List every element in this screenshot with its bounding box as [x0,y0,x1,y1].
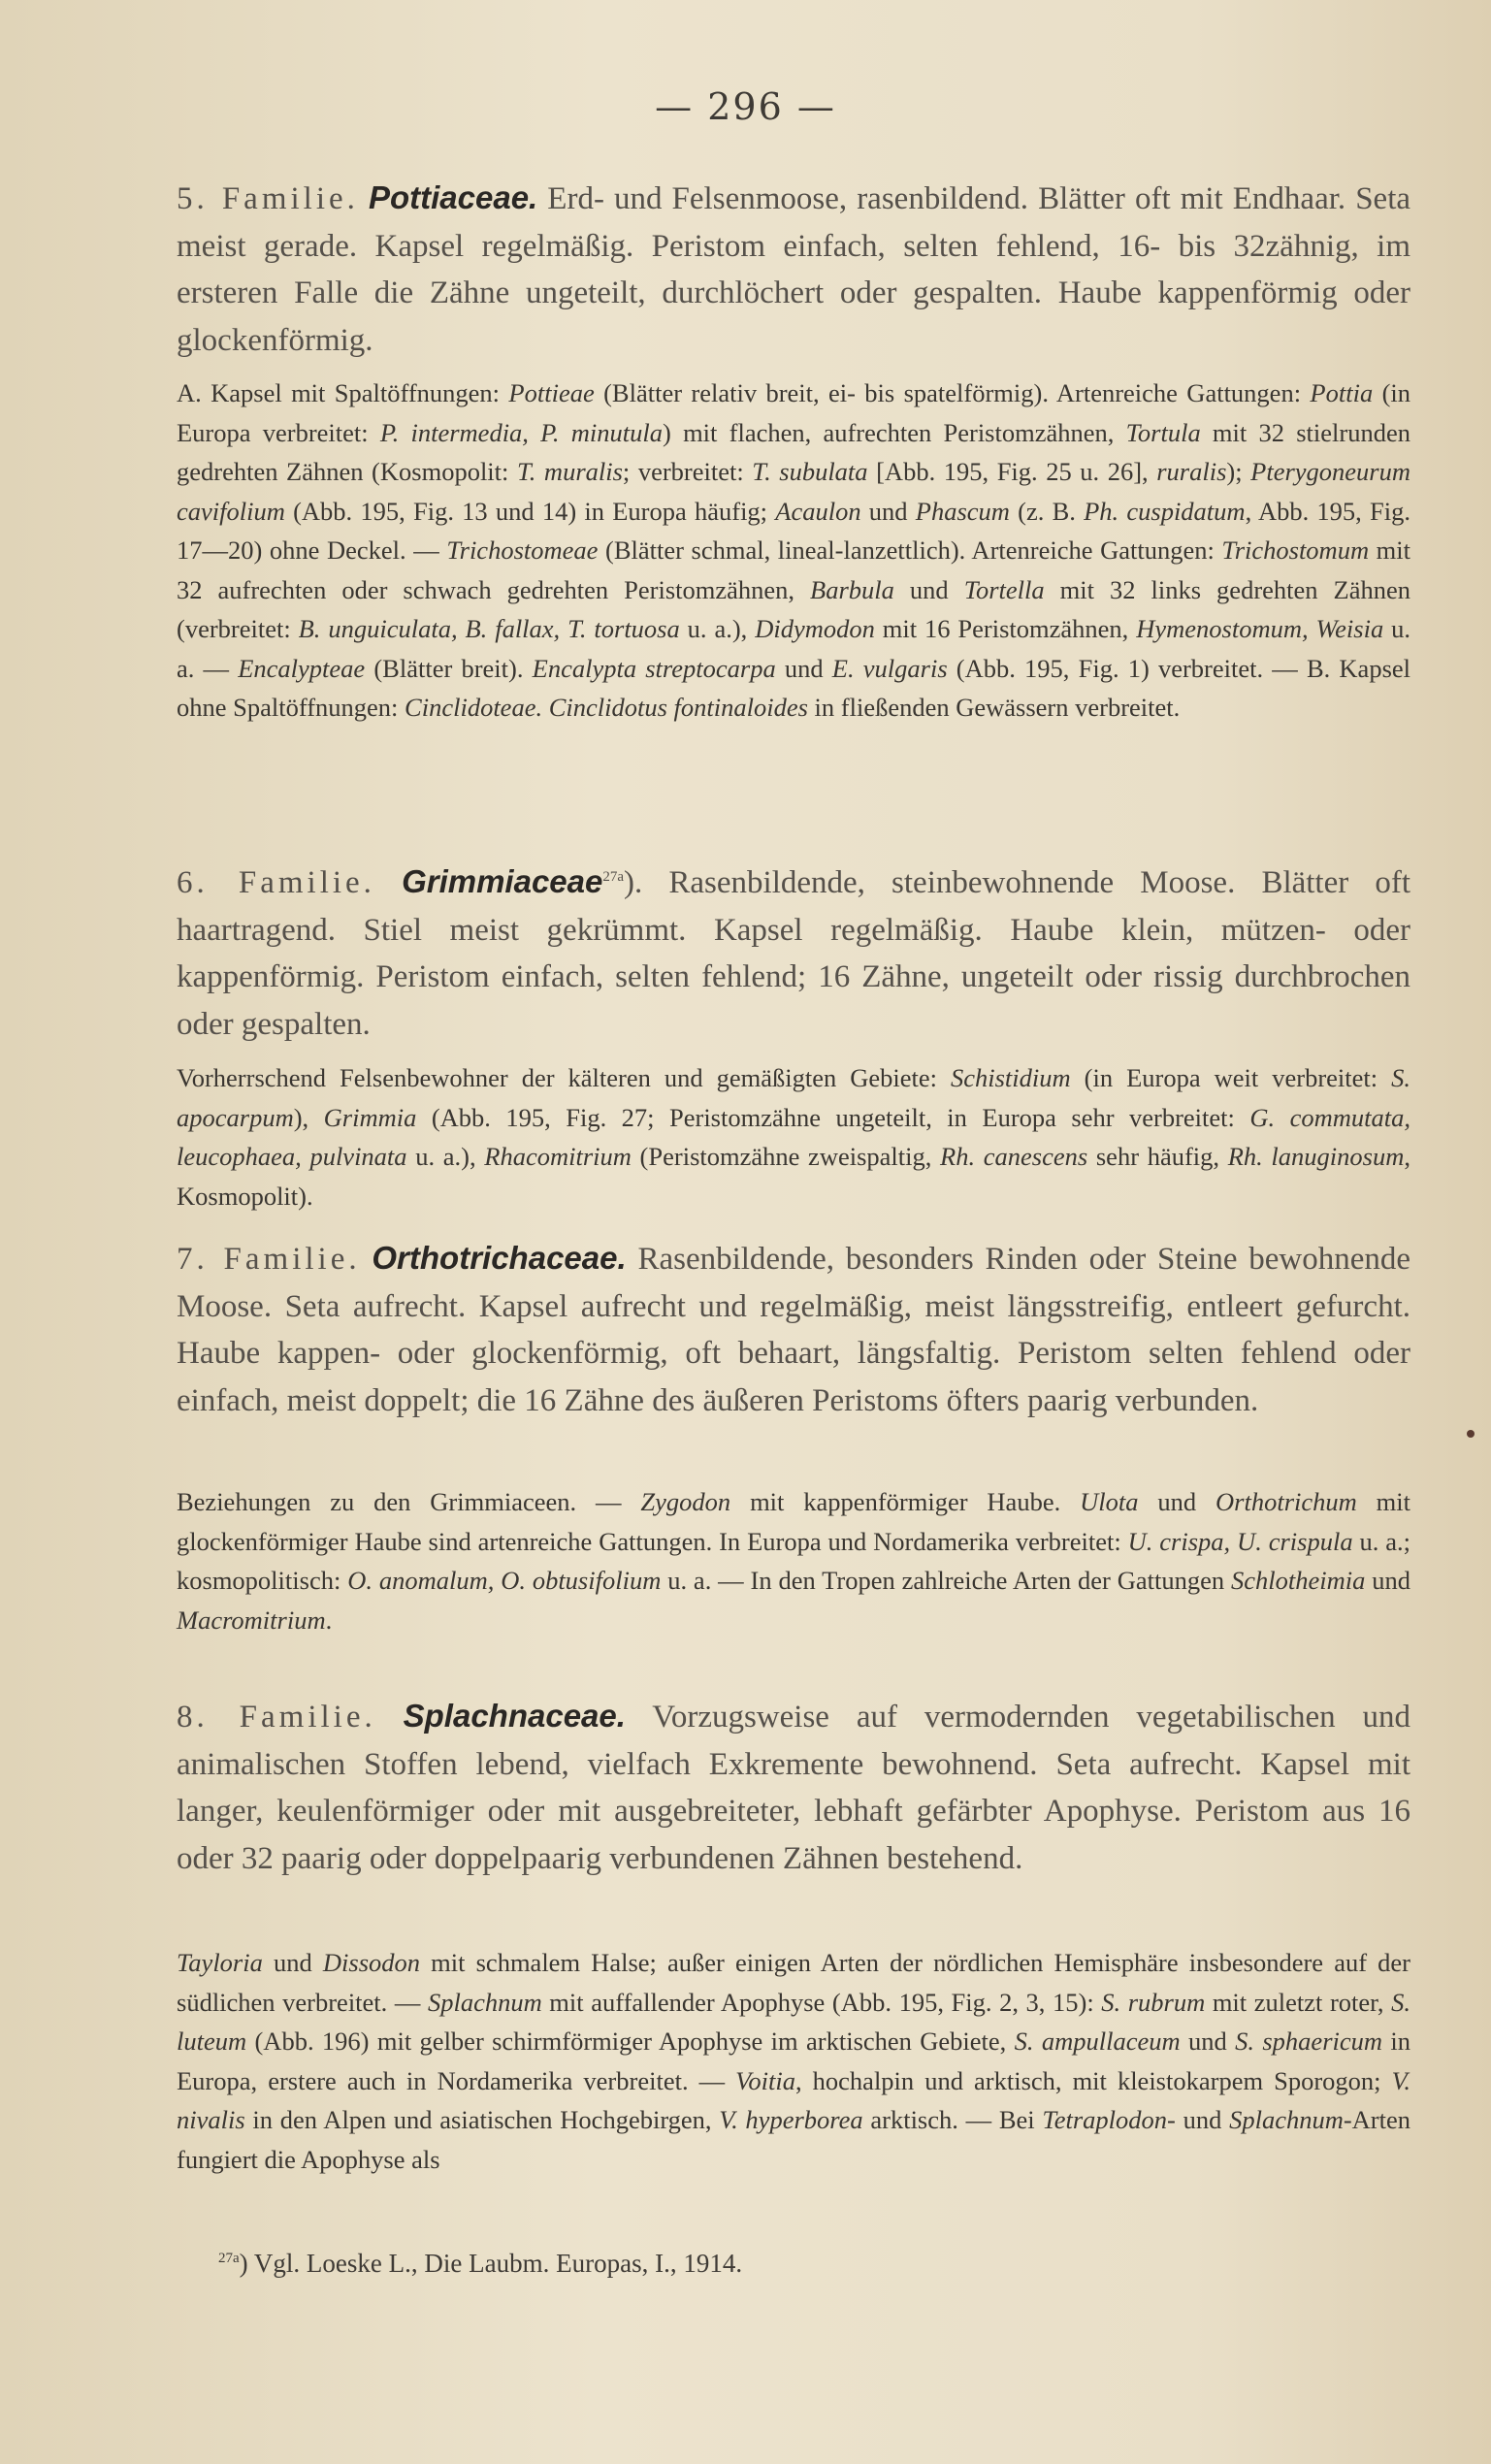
taxon-name: S. luteum [177,1987,1410,2056]
taxon-name: Encalypta streptocarpa [532,653,776,683]
family-name: Grimmiaceae [402,863,603,899]
note-text: (in Europa verbreitet: [177,378,1411,447]
note-text: u. a. — In den Tropen zahlreiche Arten der Gattungen [661,1566,1231,1595]
note-text: u. a.), [679,614,756,643]
taxon-name: Zygodon [640,1487,731,1516]
footnote-text: ) Vgl. Loeske L., Die Laubm. Europas, I., 1914. [239,2249,743,2278]
taxon-name: ruralis [1156,457,1227,486]
note-text: Beziehungen zu den Grimmiaceen. — [177,1487,641,1516]
note-text: ; verbreitet: [622,457,753,486]
note-text: mit 16 Peristomzähnen, [874,614,1137,643]
note-text: in fließenden Gewässern verbreitet. [807,693,1181,722]
note-text: . [325,1605,333,1635]
taxon-name: P. intermedia, P. minutula [379,417,664,447]
taxon-name: T. muralis [516,457,623,486]
taxon-name: Orthotrichum [1215,1487,1357,1516]
family-notes [177,1482,1410,1639]
note-text: A. Kapsel mit Spaltöffnungen: [177,378,509,407]
notes-orthotrichaceae [177,1482,1410,1639]
taxon-name: Tetraplodon [1042,2105,1168,2134]
family-text: Rasenbildende, besonders Rinden oder Steine bewohnende Moose. Seta aufrecht. Kapsel aufrecht und regelmäßig, meist längsstreifig, entleert gefurcht. Haube kappen- oder glockenförmig, oft behaart, längsfaltig. Peristom selten fehlend oder einfach, meist doppelt; die 16 Zähne des äußeren Peristoms öfters paarig verbunden. [177,1242,1411,1418]
taxon-name: E. vulgaris [831,653,948,683]
family-description [177,1693,1410,1882]
taxon-name: B. unguiculata, B. fallax, T. tortuosa [298,614,680,643]
note-text: mit auffallender Apophyse (Abb. 195, Fig. 2, 3, 15): [541,1987,1102,2017]
note-text: (Abb. 195, Fig. 1) verbreitet. — B. Kapsel ohne Spaltöffnungen: [177,653,1411,722]
taxon-name: Trichostomeae [446,535,599,565]
note-text: mit schmalem Halse; außer einigen Arten der nördlichen Hemisphäre insbesondere auf der südlichen verbreitet. — [177,1948,1410,2017]
note-text: mit 32 links gedrehten Zähnen (verbreitet: [177,574,1411,643]
taxon-name: Schlotheimia [1231,1566,1366,1595]
taxon-name: S. sphaericum [1235,2026,1383,2056]
note-text: -Arten fungiert die Apophyse als [177,2105,1411,2174]
note-text: ), [293,1102,324,1132]
family-description [177,1235,1410,1424]
taxon-name: U. crispa, U. crispula [1127,1526,1353,1556]
note-text: arktisch. — Bei [862,2105,1043,2134]
taxon-name: Encalypteae [238,653,366,683]
note-text: (Blätter schmal, lineal-lanzettlich). Artenreiche Gattungen: [598,535,1222,565]
family-text: Vorzugsweise auf vermodernden vegetabilischen und animalischen Stoffen lebend, vielfach Exkremente bewohnend. Seta aufrecht. Kapsel mit langer, keulenförmiger oder mit ausgebreiteter, lebhaft gefärbter Apophyse. Peristom aus 16 oder 32 paarig oder doppelpaarig verbundenen Zähnen bestehend. [177,1700,1411,1876]
note-text: Vorherrschend Felsenbewohner der kälteren und gemäßigten Gebiete: [177,1063,951,1092]
taxon-name: V. hyperborea [719,2105,863,2134]
note-text: in den Alpen und asiatischen Hochgebirgen, [244,2105,720,2134]
notes-pottiaceae [177,373,1410,728]
note-text: und [893,574,964,604]
section-pottiaceae [177,175,1410,364]
taxon-name: Rh. lanuginosum [1227,1142,1405,1171]
taxon-name: Tortula [1125,417,1201,447]
note-text: mit 32 aufrechten oder schwach gedrehten Peristomzähnen, [177,535,1411,604]
family-name: Pottiaceae. [368,179,538,215]
taxon-name: G. commutata, leucophaea, pulvinata [177,1102,1410,1171]
note-text: mit 32 stielrunden gedrehten Zähnen (Kosmopolit: [177,417,1410,486]
taxon-name: Tortella [963,574,1045,604]
note-text: , Abb. 195, Fig. 17—20) ohne Deckel. — [177,496,1410,565]
family-notes [177,1058,1410,1216]
note-text: und [262,1948,323,1977]
taxon-name: S. ampullaceum [1014,2026,1181,2056]
ink-spot [1467,1430,1475,1438]
family-label: 8. Familie. [177,1700,376,1735]
note-text: sehr häufig, [1087,1142,1228,1171]
taxon-name: S. apocarpum [177,1063,1410,1132]
taxon-name: Dissodon [322,1948,421,1977]
family-description [177,854,1410,1048]
note-text: ); [1226,457,1251,486]
taxon-name: Ph. cuspidatum [1084,496,1246,526]
taxon-name: T. subulata [752,457,868,486]
note-text: - und [1167,2105,1230,2134]
taxon-name: Rh. canescens [940,1142,1088,1171]
note-text: und [775,653,832,683]
taxon-name: Trichostomum [1221,535,1370,565]
note-text: mit glockenförmiger Haube sind artenreiche Gattungen. In Europa und Nordamerika verbreitet: [177,1487,1411,1556]
taxon-name: Schistidium [951,1063,1071,1092]
taxon-name: Pottia [1310,378,1374,407]
note-text: (Peristomzähne zweispaltig, [631,1142,941,1171]
taxon-name: S. rubrum [1101,1987,1206,2017]
note-text: [Abb. 195, Fig. 25 u. 26], [867,457,1157,486]
note-text: (Abb. 195, Fig. 27; Peristomzähne ungeteilt, in Europa sehr verbreitet: [416,1102,1250,1132]
taxon-name: Macromitrium [177,1605,326,1635]
family-text: Erd- und Felsenmoose, rasenbildend. Blätter oft mit Endhaar. Seta meist gerade. Kapsel regelmäßig. Peristom einfach, selten fehlend, 16- bis 32zähnig, im ersteren Falle die Zähne ungeteilt, durchlöchert oder gespalten. Haube kappenförmig oder glockenförmig. [177,181,1411,358]
taxon-name: Ulota [1080,1487,1139,1516]
taxon-name: Splachnum [427,1987,542,2017]
family-label: 6. Familie. [177,865,375,900]
taxon-name: Phascum [915,496,1010,526]
note-text: u. a. — [177,614,1411,683]
footnote-ref: 27a [602,869,625,885]
note-text: u. a.; kosmopolitisch: [177,1526,1410,1595]
taxon-name: Cinclidoteae. Cinclidotus fontinaloides [405,693,808,722]
family-name: Orthotrichaceae. [372,1240,627,1276]
note-text: in Europa, erstere auch in Nordamerika verbreitet. — [177,2026,1411,2095]
note-text: und [1180,2026,1236,2056]
notes-grimmiaceae [177,1058,1410,1216]
footnote-marker: 27a [218,2251,240,2266]
taxon-name: Splachnum [1229,2105,1344,2134]
note-text: , Kosmopolit). [177,1142,1410,1211]
note-text: (z. B. [1009,496,1085,526]
family-label: 5. Familie. [177,181,359,216]
note-text: (Abb. 196) mit gelber schirmförmiger Apophyse im arktischen Gebiete, [246,2026,1015,2056]
section-grimmiaceae [177,854,1410,1048]
family-description [177,175,1410,364]
family-text: ). Rasenbildende, steinbewohnende Moose. Blätter oft haartragend. Stiel meist gekrümmt. Kapsel regelmäßig. Haube klein, mützen- oder kappenförmig. Peristom einfach, selten fehlend; 16 Zähne, ungeteilt oder rissig durchbrochen oder gespalten. [177,865,1411,1042]
note-text: u. a.), [406,1142,485,1171]
note-text: und [1365,1566,1410,1595]
taxon-name: Barbula [810,574,894,604]
note-text: und [860,496,916,526]
footnote [218,2249,742,2279]
notes-splachnaceae [177,1943,1410,2179]
taxon-name: Rhacomitrium [484,1142,632,1171]
note-text: (Abb. 195, Fig. 13 und 14) in Europa häufig; [284,496,776,526]
family-label: 7. Familie. [177,1242,361,1277]
page-number: — 296 — [655,85,836,128]
note-text: ) mit flachen, aufrechten Peristomzähnen, [663,417,1126,447]
family-name: Splachnaceae. [403,1698,626,1734]
family-notes [177,1943,1410,2179]
taxon-name: Acaulon [775,496,861,526]
taxon-name: Tayloria [177,1948,263,1977]
note-text: und [1138,1487,1216,1516]
note-text: (in Europa weit verbreitet: [1070,1063,1392,1092]
taxon-name: Hymenostomum, Weisia [1136,614,1384,643]
taxon-name: Voitia [735,2065,795,2095]
note-text: (Blätter breit). [365,653,533,683]
note-text: mit kappenförmiger Haube. [730,1487,1081,1516]
section-orthotrichaceae [177,1235,1410,1424]
note-text: mit zuletzt roter, [1205,1987,1392,2017]
taxon-name: Pterygoneurum cavifolium [177,457,1411,526]
taxon-name: Grimmia [323,1102,417,1132]
taxon-name: Didymodon [755,614,875,643]
taxon-name: V. nivalis [177,2065,1410,2134]
note-text: , hochalpin und arktisch, mit kleistokarpem Sporogon; [795,2065,1392,2095]
note-text: (Blätter relativ breit, ei- bis spatelförmig). Artenreiche Gattungen: [594,378,1311,407]
family-notes [177,373,1410,728]
taxon-name: Pottieae [508,378,595,407]
section-splachnaceae [177,1693,1410,1882]
taxon-name: O. anomalum, O. obtusifolium [347,1566,662,1595]
